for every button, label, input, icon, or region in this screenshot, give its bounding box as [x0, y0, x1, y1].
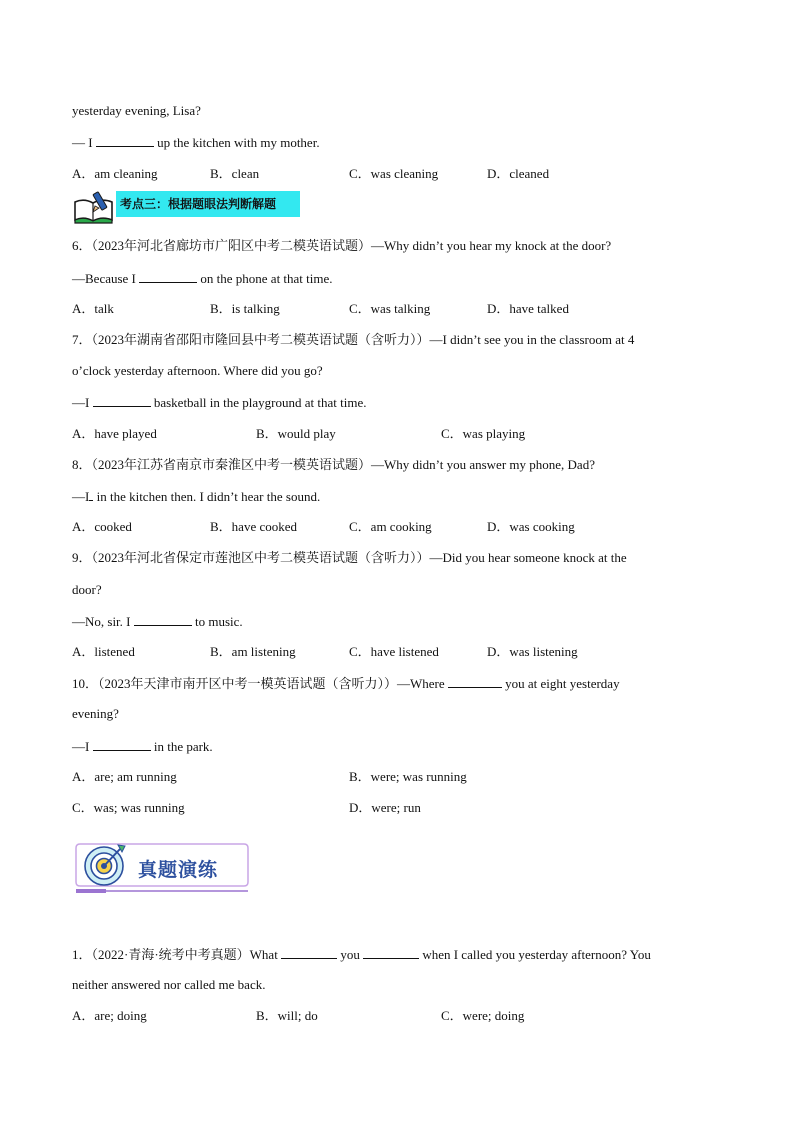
q8-option-c[interactable]: C．am cooking: [349, 519, 432, 534]
intro-option-d[interactable]: D．cleaned: [487, 166, 550, 181]
q7-stem: 7．（2023年湖南省邵阳市隆回县中考二模英语试题（含听力））—I didn’t see you in the classroom at 4: [72, 332, 635, 347]
intro-answer-line: [72, 133, 320, 152]
practice-section-title: 真题演练: [138, 859, 219, 881]
answer-blank[interactable]: [281, 945, 337, 959]
q6-answer-prefix: —Because I: [72, 271, 140, 286]
q10-stem-cont: evening?: [72, 706, 119, 721]
q9-answer-prefix: —No, sir. I: [72, 614, 134, 629]
q8-answer-suffix: in the kitchen then. I didn’t hear the sound.: [93, 489, 321, 504]
q7-answer-prefix: —I: [72, 395, 93, 410]
intro-answer-prefix: — I: [72, 135, 96, 150]
answer-blank[interactable]: [134, 612, 192, 626]
intro-option-a[interactable]: A．am cleaning: [72, 166, 158, 181]
q10-option-b[interactable]: B．were; was running: [349, 769, 467, 784]
section-header: [72, 188, 312, 228]
intro-answer-suffix: up the kitchen with my mother.: [153, 135, 320, 150]
p1-option-b[interactable]: B．will; do: [256, 1008, 318, 1023]
q6-stem: 6．（2023年河北省廊坊市广阳区中考二模英语试题）—Why didn’t you hear my knock at the door?: [72, 238, 612, 253]
practice-section-badge: [74, 842, 250, 894]
q9-option-b[interactable]: B．am listening: [210, 644, 296, 659]
q9-answer-suffix: to music.: [191, 614, 243, 629]
p1-stem-suffix: when I called you yesterday afternoon? You: [419, 947, 651, 962]
q9-stem: 9．（2023年河北省保定市莲池区中考二模英语试题（含听力））—Did you hear someone knock at the: [72, 550, 627, 565]
q8-option-a[interactable]: A．cooked: [72, 519, 132, 534]
q7-option-a[interactable]: A．have played: [72, 426, 157, 441]
q8-stem: 8．（2023年江苏省南京市秦淮区中考一模英语试题）—Why didn’t you answer my phone, Dad?: [72, 457, 595, 472]
q8-option-d[interactable]: D．was cooking: [487, 519, 575, 534]
answer-blank[interactable]: [96, 133, 154, 147]
q10-stem-suffix: you at eight yesterday: [501, 676, 620, 691]
q6-option-b[interactable]: B．is talking: [210, 301, 280, 316]
p1-option-c[interactable]: C．were; doing: [441, 1008, 525, 1023]
p1-stem: [72, 945, 651, 964]
p1-stem-cont: neither answered nor called me back.: [72, 977, 266, 992]
book-pencil-icon: [72, 190, 116, 226]
q7-answer-line: [72, 393, 366, 412]
answer-blank[interactable]: [448, 674, 502, 688]
q8-answer-prefix: —I: [72, 489, 90, 504]
q7-answer-suffix: basketball in the playground at that time.: [150, 395, 367, 410]
q6-option-d[interactable]: D．have talked: [487, 301, 569, 316]
p1-stem-prefix: 1．（2022·青海·统考中考真题）What: [72, 947, 282, 962]
q9-option-c[interactable]: C．have listened: [349, 644, 439, 659]
q8-answer-line: [72, 487, 320, 506]
answer-blank[interactable]: [363, 945, 419, 959]
q10-stem: [72, 674, 620, 693]
q6-answer-line: [72, 269, 333, 288]
target-icon: [82, 842, 128, 888]
q10-answer-suffix: in the park.: [150, 739, 213, 754]
q9-answer-line: [72, 612, 243, 631]
q10-option-c[interactable]: C．was; was running: [72, 800, 185, 815]
q10-answer-prefix: —I: [72, 739, 93, 754]
q9-option-a[interactable]: A．listened: [72, 644, 135, 659]
q6-option-c[interactable]: C．was talking: [349, 301, 431, 316]
intro-question-line: yesterday evening, Lisa?: [72, 103, 201, 118]
answer-blank[interactable]: [139, 269, 197, 283]
q9-option-d[interactable]: D．was listening: [487, 644, 578, 659]
q7-option-b[interactable]: B．would play: [256, 426, 336, 441]
q10-stem-prefix: 10．（2023年天津市南开区中考一模英语试题（含听力））—Where: [72, 676, 448, 691]
q9-stem-cont: door?: [72, 582, 102, 597]
q10-option-a[interactable]: A．are; am running: [72, 769, 177, 784]
p1-option-a[interactable]: A．are; doing: [72, 1008, 147, 1023]
q7-stem-cont: o’clock yesterday afternoon. Where did you go?: [72, 363, 323, 378]
answer-blank[interactable]: [93, 737, 151, 751]
section-title: 考点三：根据题眼法判断解题: [120, 197, 277, 211]
q6-answer-suffix: on the phone at that time.: [197, 271, 333, 286]
answer-blank[interactable]: [93, 393, 151, 407]
q8-option-b[interactable]: B．have cooked: [210, 519, 298, 534]
q10-option-d[interactable]: D．were; run: [349, 800, 421, 815]
q10-answer-line: [72, 737, 213, 756]
intro-option-b[interactable]: B．clean: [210, 166, 260, 181]
q7-option-c[interactable]: C．was playing: [441, 426, 526, 441]
intro-option-c[interactable]: C．was cleaning: [349, 166, 439, 181]
q6-option-a[interactable]: A．talk: [72, 301, 114, 316]
p1-stem-mid: you: [337, 947, 364, 962]
